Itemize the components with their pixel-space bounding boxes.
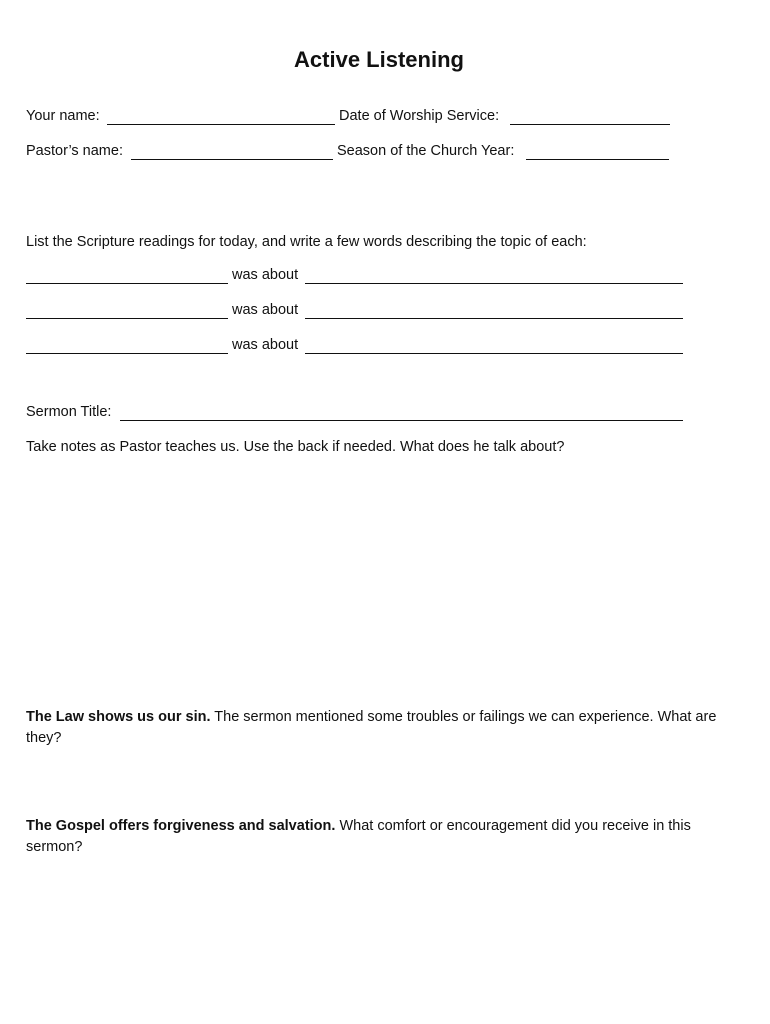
date-of-service-blank[interactable] xyxy=(510,124,670,125)
pastors-name-blank[interactable] xyxy=(131,159,333,160)
gospel-question-text: What comfort or encouragement did you receive in this sermon? xyxy=(26,818,691,855)
law-answer-area[interactable] xyxy=(26,755,726,805)
gospel-question xyxy=(26,816,726,858)
season-blank[interactable] xyxy=(526,159,669,160)
notes-area[interactable] xyxy=(26,470,726,690)
reading-blank[interactable] xyxy=(26,283,228,284)
reading-topic-blank[interactable] xyxy=(305,353,683,354)
reading-connector: was about xyxy=(232,337,299,353)
law-question-text: The sermon mentioned some troubles or failings we can experience. What are they? xyxy=(26,709,717,746)
reading-blank[interactable] xyxy=(26,353,228,354)
page-title: Active Listening xyxy=(294,47,464,72)
your-name-blank[interactable] xyxy=(107,124,335,125)
gospel-heading: The Gospel offers forgiveness and salvation. xyxy=(26,818,336,834)
readings-instruction: List the Scripture readings for today, and write a few words describing the topic of each: xyxy=(26,234,587,250)
reading-connector: was about xyxy=(232,302,299,318)
reading-topic-blank[interactable] xyxy=(305,283,683,284)
reading-connector: was about xyxy=(232,267,299,283)
your-name-label: Your name: xyxy=(26,108,100,124)
law-heading: The Law shows us our sin. xyxy=(26,709,211,725)
reading-blank[interactable] xyxy=(26,318,228,319)
season-label: Season of the Church Year: xyxy=(337,143,515,159)
sermon-title-label: Sermon Title: xyxy=(26,404,112,420)
sermon-title-blank[interactable] xyxy=(120,420,683,421)
pastors-name-label: Pastor’s name: xyxy=(26,143,123,159)
gospel-answer-area[interactable] xyxy=(26,865,726,995)
law-question xyxy=(26,707,726,749)
date-of-service-label: Date of Worship Service: xyxy=(339,108,500,124)
notes-instruction: Take notes as Pastor teaches us. Use the back if needed. What does he talk about? xyxy=(26,439,565,455)
reading-topic-blank[interactable] xyxy=(305,318,683,319)
